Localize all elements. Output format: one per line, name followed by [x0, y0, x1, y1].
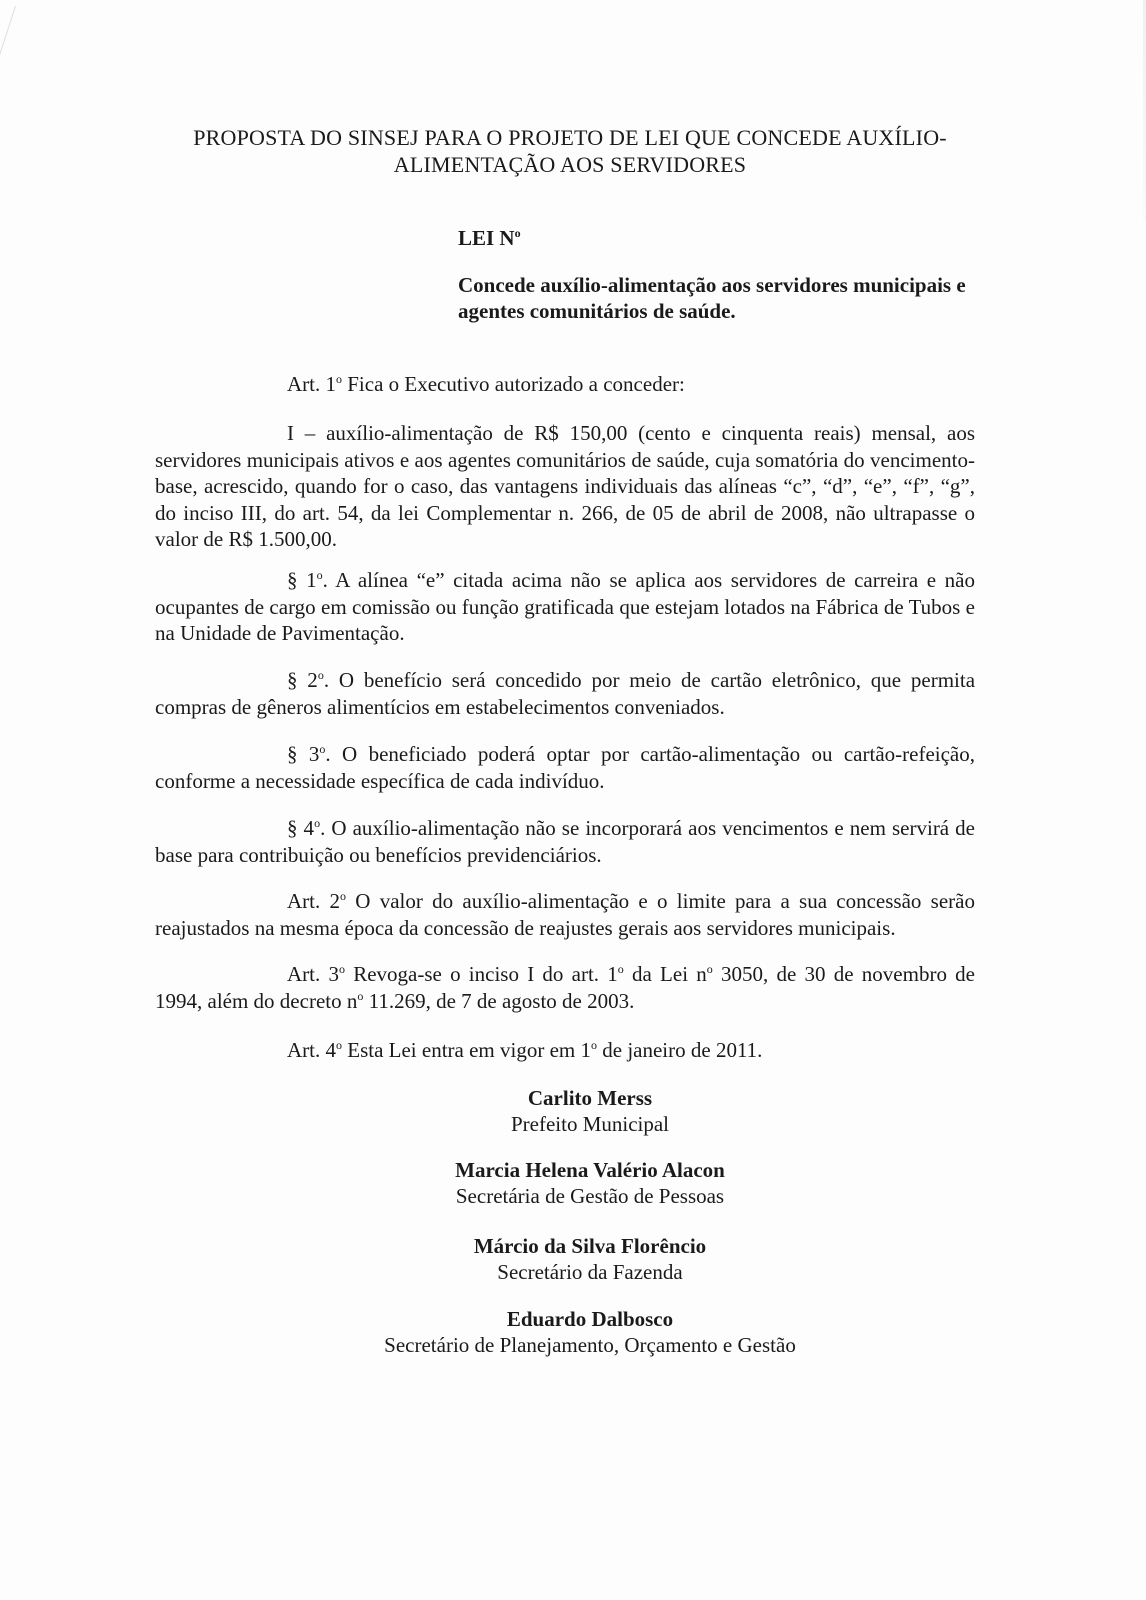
- signatory-name: Marcia Helena Valério Alacon: [455, 1158, 725, 1182]
- signature-block-2: [300, 1157, 880, 1209]
- paragraph-4-sup: o: [314, 816, 321, 830]
- law-summary: Concede auxílio-alimentação aos servidores municipais e agentes comunitários de saúde.: [458, 273, 966, 323]
- paragraph-1-sup: o: [316, 568, 323, 582]
- paragraph-3-sup: o: [319, 742, 326, 756]
- signatory-role: Secretário de Planejamento, Orçamento e Gestão: [384, 1333, 796, 1357]
- law-number-sup: o: [514, 226, 521, 240]
- signatory-name: Eduardo Dalbosco: [506, 1307, 674, 1331]
- article-4: [155, 1037, 975, 1064]
- article-2: [155, 888, 975, 941]
- paragraph-4-prefix: § 4: [287, 816, 315, 840]
- article-3-mid-2: da Lei n: [623, 962, 707, 986]
- scan-artifact: [0, 6, 56, 86]
- article-2-prefix: Art. 2: [287, 889, 341, 913]
- inciso-i: I – auxílio-alimentação de R$ 150,00 (cento e cinquenta reais) mensal, aos servidores municipais ativos e aos agentes comunitários de saúde, cuja somatória do vencimento-base, acrescido, quando for o caso, das vantagens individuais das alíneas “c”, “d”, “e”, “f”, “g”, do inciso III, do art. 54, da lei Complementar n. 266, de 05 de abril de 2008, não ultrapasse o valor de R$ 1.500,00.: [155, 421, 975, 551]
- paragraph-3-prefix: § 3: [287, 742, 320, 766]
- law-number-label: LEI N: [458, 226, 515, 250]
- article-3-text: 11.269, de 7 de agosto de 2003.: [363, 988, 635, 1013]
- article-4-text: de janeiro de 2011.: [597, 1038, 763, 1062]
- signature-block-4: [300, 1306, 880, 1358]
- signature-block-1: [300, 1085, 880, 1137]
- article-3-sup: o: [338, 962, 345, 976]
- article-3-sup-2: o: [617, 962, 624, 976]
- paragraph-1-text: . A alínea “e” citada acima não se aplica aos servidores de carreira e não ocupantes de cargo em comissão ou função gratificada que estejam lotados na Fábrica de Tubos e na Unidade de Pavimentação.: [155, 568, 976, 645]
- paragraph-1: [155, 567, 975, 647]
- paragraph-2-sup: o: [317, 668, 324, 682]
- paragraph-4: [155, 815, 975, 868]
- article-4-sup: o: [336, 1038, 342, 1052]
- document-title: [150, 124, 990, 178]
- signatory-role: Secretária de Gestão de Pessoas: [455, 1184, 725, 1208]
- article-4-sup-2: o: [591, 1038, 597, 1052]
- title-line-1: PROPOSTA DO SINSEJ PARA O PROJETO DE LEI QUE CONCEDE AUXÍLIO-: [193, 125, 947, 150]
- article-2-text: O valor do auxílio-alimentação e o limite para a sua concessão serão reajustados na mesma época da concessão de reajustes gerais aos servidores municipais.: [155, 889, 975, 940]
- article-3-sup-4: o: [357, 988, 364, 1003]
- paragraph-4-text: . O auxílio-alimentação não se incorporará aos vencimentos e nem servirá de base para contribuição ou benefícios previdenciários.: [155, 816, 976, 867]
- signatory-name: Márcio da Silva Florêncio: [473, 1234, 707, 1258]
- article-1-sup: o: [336, 372, 342, 386]
- article-3-mid-3: 3050, de 30 de novembro de 1994, além do decreto n: [155, 962, 975, 1013]
- law-number: [458, 226, 521, 251]
- article-4-mid: Esta Lei entra em vigor em 1: [342, 1038, 591, 1062]
- article-3-prefix: Art. 3: [287, 962, 339, 986]
- paragraph-3-text: . O beneficiado poderá optar por cartão-alimentação ou cartão-refeição, conforme a necessidade específica de cada indivíduo.: [155, 742, 976, 793]
- signatory-role: Prefeito Municipal: [510, 1112, 670, 1136]
- signatory-name: Carlito Merss: [527, 1086, 653, 1110]
- signature-block-3: [300, 1233, 880, 1285]
- article-2-sup: o: [340, 889, 347, 903]
- article-3-mid-1: Revoga-se o inciso I do art. 1: [344, 962, 618, 986]
- paragraph-1-prefix: § 1: [287, 568, 317, 592]
- paragraph-2-prefix: § 2: [287, 668, 318, 692]
- article-1-heading: [287, 372, 685, 397]
- paragraph-2-text: . O benefício será concedido por meio de cartão eletrônico, que permita compras de gêneros alimentícios em estabelecimentos conveniados.: [155, 668, 976, 719]
- article-1-prefix: Art. 1: [287, 372, 336, 396]
- article-3-sup-3: o: [706, 962, 713, 976]
- article-4-prefix: Art. 4: [287, 1038, 336, 1062]
- article-3: [155, 961, 975, 1014]
- paragraph-2: [155, 667, 975, 720]
- signatory-role: Secretário da Fazenda: [497, 1260, 683, 1284]
- paragraph-3: [155, 741, 975, 794]
- title-line-2: ALIMENTAÇÃO AOS SERVIDORES: [393, 152, 747, 177]
- article-1-text: Fica o Executivo autorizado a conceder:: [342, 372, 685, 396]
